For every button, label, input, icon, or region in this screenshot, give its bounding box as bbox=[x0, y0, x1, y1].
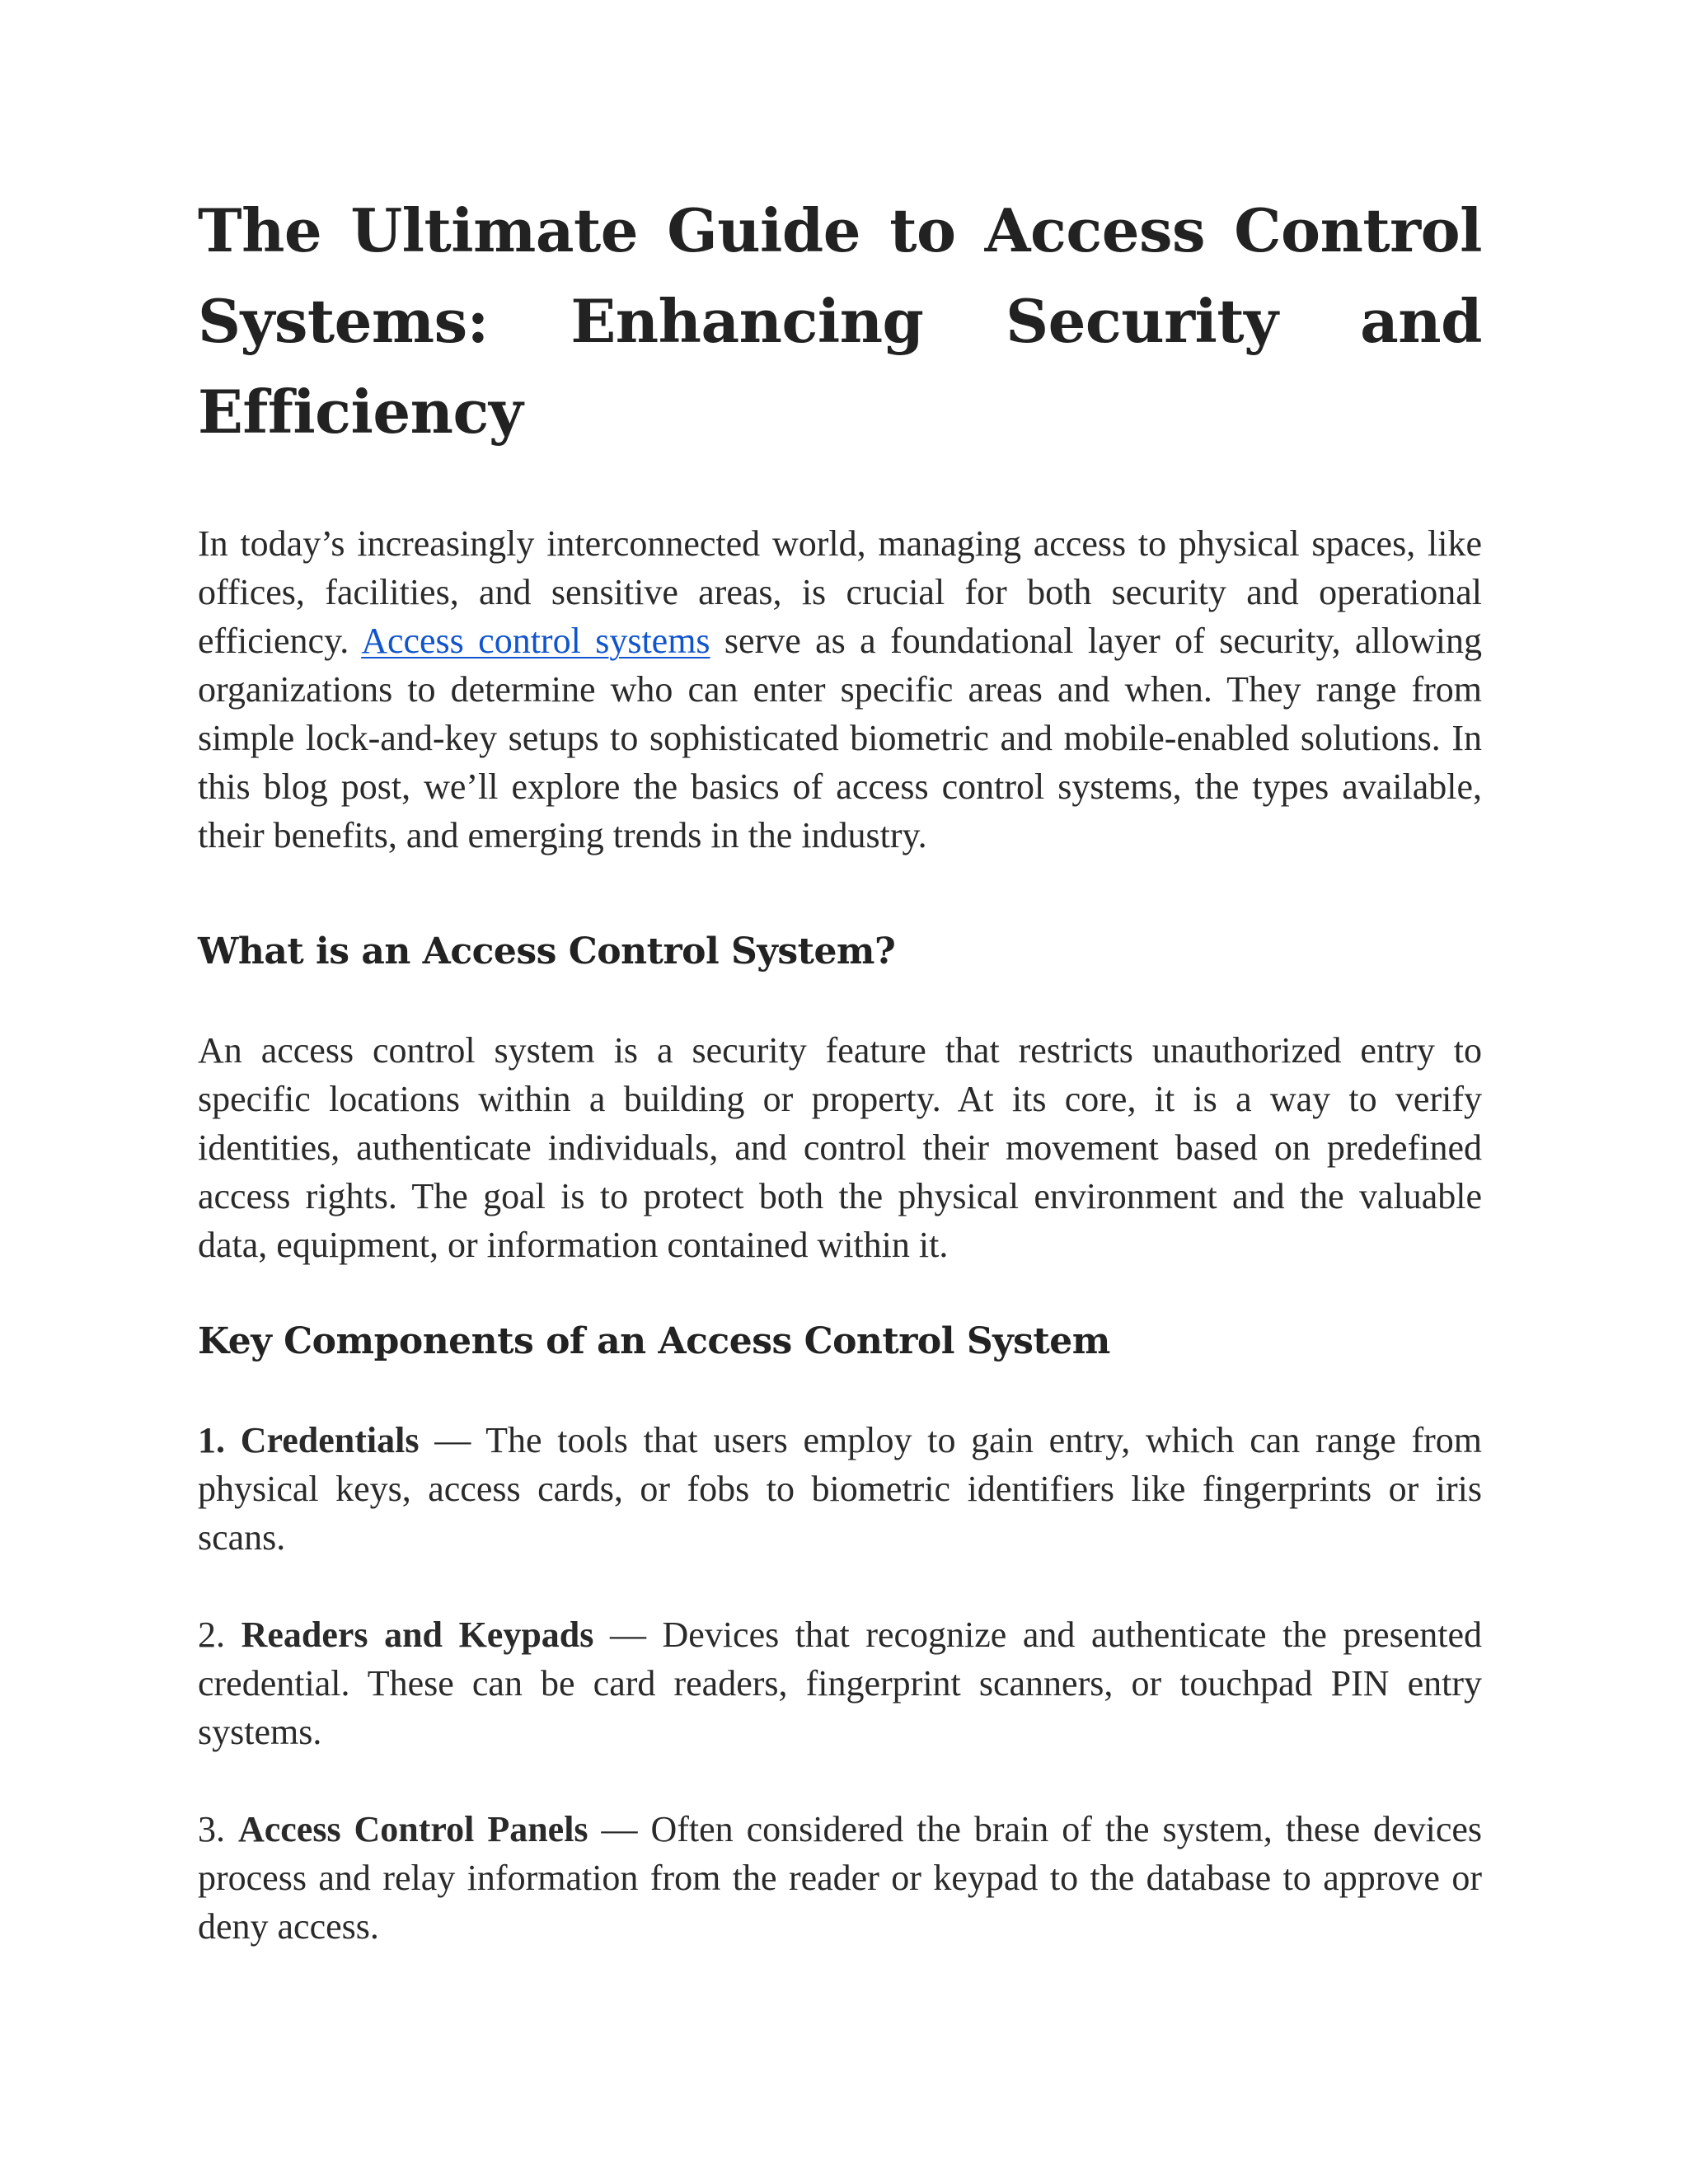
page-title: The Ultimate Guide to Access Control Systems: Enhancing Security and Efficiency bbox=[198, 195, 1482, 447]
document-page bbox=[198, 185, 1482, 1951]
component-name: Readers and Keypads bbox=[241, 1615, 594, 1655]
intro-paragraph bbox=[198, 519, 1482, 860]
component-description: — Often considered the brain of the system, these devices process and relay information from the reader or keypad to the database to approve or deny access. bbox=[198, 1809, 1482, 1947]
component-number: 2. bbox=[198, 1615, 241, 1655]
component-description: — Devices that recognize and authenticate the presented credential. These can be card readers, fingerprint scanners, or touchpad PIN entry systems. bbox=[198, 1615, 1482, 1752]
access-control-systems-link[interactable]: Access control systems bbox=[361, 621, 710, 661]
component-number: 1. bbox=[198, 1420, 241, 1460]
component-description: — The tools that users employ to gain entry, which can range from physical keys, access cards, or fobs to biometric identifiers like fingerprints or iris scans. bbox=[198, 1420, 1482, 1558]
component-credentials bbox=[198, 1416, 1482, 1562]
section-heading-what-is: What is an Access Control System? bbox=[198, 930, 896, 972]
intro-text-after-link: serve as a foundational layer of security, allowing organizations to determine who can enter specific areas and when. They range from simple lock-and-key setups to sophisticated biometric and mobile-enabled solutions. In this blog post, we’ll explore the basics of access control systems, the types available, their benefits, and emerging trends in the industry. bbox=[198, 621, 1482, 855]
component-name: Credentials bbox=[240, 1420, 420, 1460]
component-access-control-panels bbox=[198, 1805, 1482, 1951]
intro-text-before-link: In today’s increasingly interconnected world, managing access to physical spaces, like offices, facilities, and sensitive areas, is crucial for both security and operational efficiency. bbox=[198, 523, 1482, 661]
component-number: 3. bbox=[198, 1809, 238, 1849]
what-is-paragraph: An access control system is a security feature that restricts unauthorized entry to specific locations within a building or property. At its core, it is a way to verify identities, authenticate individuals, and control their movement based on predefined access rights. The goal is to protect both the physical environment and the valuable data, equipment, or information contained within it. bbox=[198, 1030, 1482, 1265]
component-readers-and-keypads bbox=[198, 1610, 1482, 1756]
component-name: Access Control Panels bbox=[237, 1809, 588, 1849]
section-heading-key-components: Key Components of an Access Control System bbox=[198, 1320, 1110, 1362]
